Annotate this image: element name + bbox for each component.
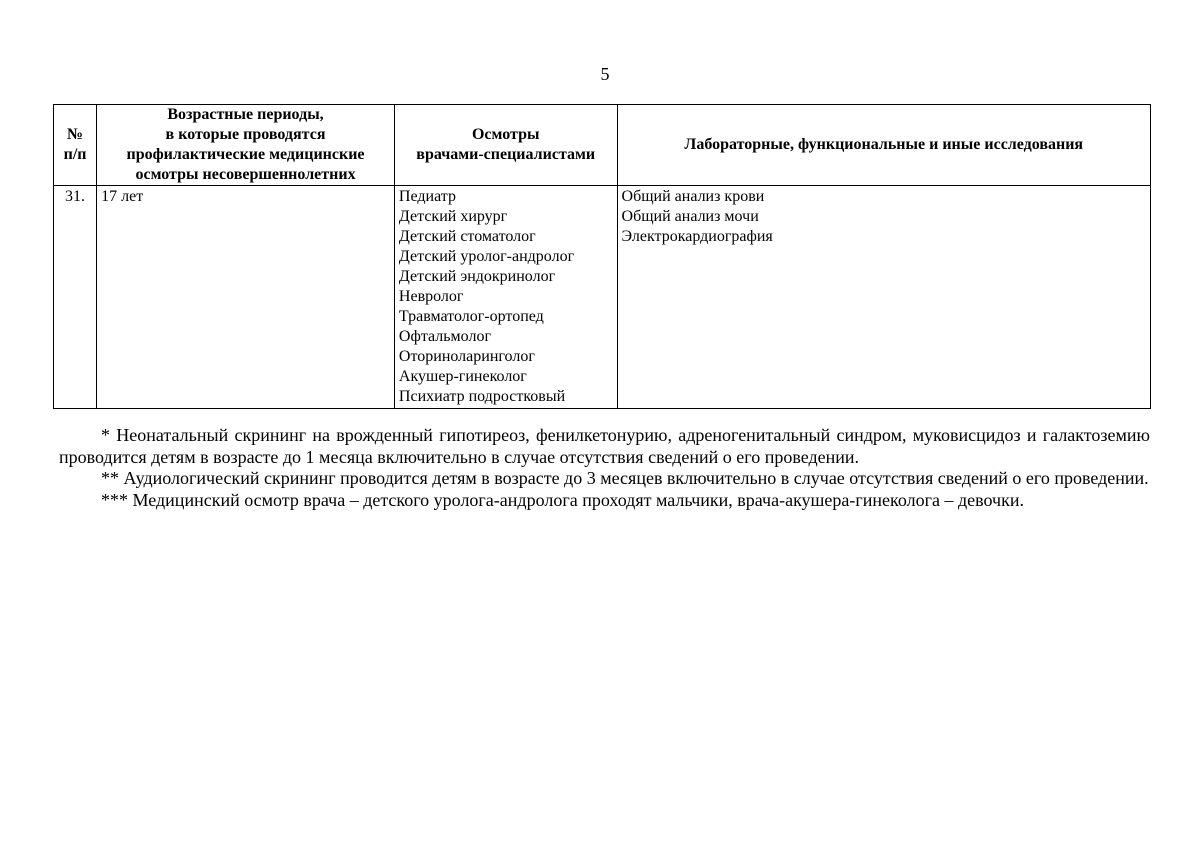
doctor-item: Травматолог-ортопед <box>398 308 544 325</box>
doctor-item: Оториноларинголог <box>398 348 535 365</box>
row-lab-tests <box>617 186 1150 409</box>
header-specialists <box>394 105 617 186</box>
page-number: 5 <box>600 64 610 84</box>
table-header-row <box>54 105 1151 186</box>
doctor-item: Педиатр <box>398 188 456 205</box>
header-line: врачами-специалистами <box>416 146 596 163</box>
doctor-item: Акушер-гинеколог <box>398 368 527 385</box>
header-lab-tests <box>617 105 1150 186</box>
row-doctors <box>394 186 617 409</box>
header-number <box>54 105 97 186</box>
footnote-audiology-screening: ** Аудиологический скрининг проводится детям в возрасте до 3 месяцев включительно в случае отсутствия сведений о его проведении. <box>101 468 1149 488</box>
doctor-item: Детский стоматолог <box>398 228 536 245</box>
header-line: № <box>67 126 84 143</box>
header-line: Лабораторные, функциональные и иные исследования <box>684 136 1084 153</box>
header-line: п/п <box>63 146 87 163</box>
doctor-item: Психиатр подростковый <box>398 388 566 405</box>
table-row <box>54 186 1151 409</box>
doctor-item: Детский хирург <box>398 208 508 225</box>
row-number: 31. <box>54 186 97 409</box>
header-line: в которые проводятся <box>165 126 326 143</box>
header-line: Осмотры <box>471 126 540 143</box>
doctor-item: Детский уролог-андролог <box>398 248 575 265</box>
examinations-table <box>53 104 1151 409</box>
lab-item: Общий анализ крови <box>621 188 765 205</box>
footnotes <box>59 425 1150 511</box>
doctor-item: Невролог <box>398 288 464 305</box>
row-age: 17 лет <box>97 186 395 409</box>
doctor-item: Офтальмолог <box>398 328 492 345</box>
header-line: осмотры несовершеннолетних <box>135 166 356 183</box>
footnote-neonatal-screening: * Неонатальный скрининг на врожденный гипотиреоз, фенилкетонурию, адреногенитальный синдром, муковисцидоз и галактоземию проводится детям в возрасте до 1 месяца включительно в случае отсутствия сведений о его проведении. <box>59 425 1150 467</box>
doctor-item: Детский эндокринолог <box>398 268 556 285</box>
header-line: Возрастные периоды, <box>167 106 324 123</box>
header-age-periods <box>97 105 395 186</box>
header-line: профилактические медицинские <box>126 146 365 163</box>
lab-item: Общий анализ мочи <box>621 208 759 225</box>
footnote-urologist-gynecologist: *** Медицинский осмотр врача – детского уролога-андролога проходят мальчики, врача-акушера-гинеколога – девочки. <box>101 489 1024 510</box>
lab-item: Электрокардиография <box>621 228 773 245</box>
